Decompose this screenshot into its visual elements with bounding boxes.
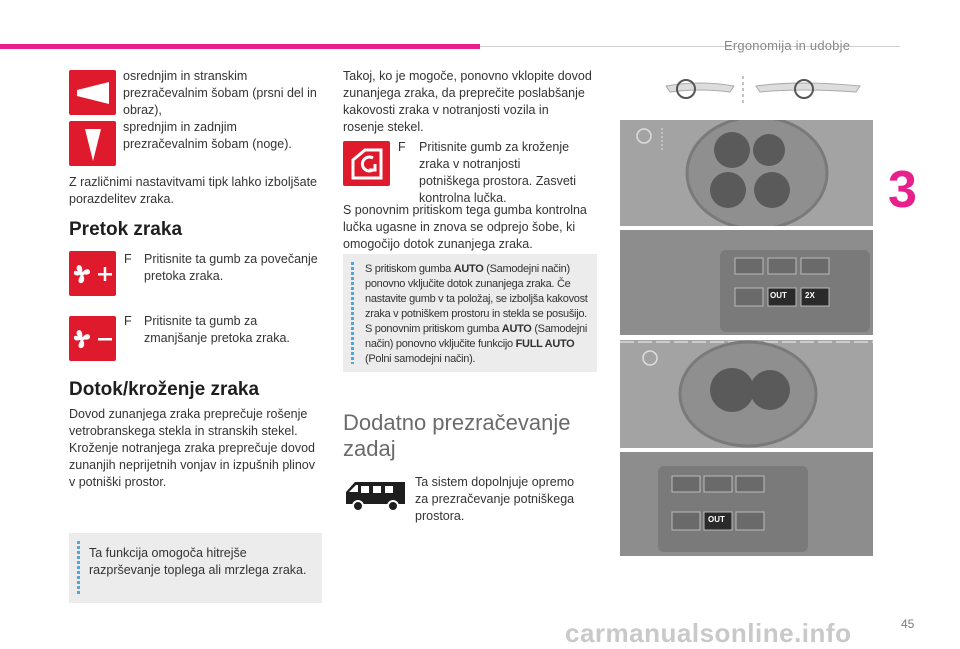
info-note-text: Ta funkcija omogoča hitrejše razprševanje toplega ali mrzlega zraka. <box>89 546 307 577</box>
fan-plus-icon <box>69 251 116 296</box>
vent-feet-icon <box>69 121 116 166</box>
header-accent-bar <box>0 44 480 49</box>
flow-heading: Pretok zraka <box>69 219 183 240</box>
auto-note <box>343 254 597 372</box>
bullet-flow-up: F <box>124 252 132 266</box>
auto-note-text: S pritiskom gumba AUTO (Samodejni način) ponovno vključite dotok zunanjega zraka. Če nastavite gumb v ta položaj, se izboljša kakovost zraka v potniškem prostoru in stekla se posušijo. S ponovnim pritiskom gumba AUTO (Samodejni način) ponovno vključite funkcijo FULL AUTO (Polni samodejni način). <box>365 263 588 365</box>
info-icon <box>77 541 80 595</box>
steering-diagram <box>660 76 870 102</box>
recirc-item-text: Pritisnite gumb za kroženje zraka v notranjosti potniškega prostora. Zasveti kontrolna lučka. <box>419 140 577 205</box>
van-icon <box>343 478 409 514</box>
photo-rear-vents-four <box>620 120 873 226</box>
photo-control-panel-2 <box>620 452 873 556</box>
flow-up-text: Pritisnite ta gumb za povečanje pretoka zraka. <box>144 252 318 283</box>
out-button-label: OUT <box>708 515 725 524</box>
recirc-text: Dovod zunanjega zraka preprečuje rošenje vetrobranskega stekla in stranskih stekel. Kroženje notranjega zraka preprečuje dovod zunanjih neprijetnih vonjav in izpušnih plinov v potniški prostor. <box>69 407 315 489</box>
rear-vent-heading: Dodatno prezračevanje zadaj <box>343 410 571 461</box>
info-note <box>69 533 322 603</box>
info-icon <box>351 262 354 364</box>
bullet-flow-down: F <box>124 314 132 328</box>
vent-front-icon <box>69 70 116 115</box>
photo-rear-vents-two <box>620 340 873 448</box>
2x-button-label: 2X <box>805 291 815 300</box>
photo-control-panel-1 <box>620 230 873 335</box>
chapter-number: 3 <box>888 161 917 219</box>
bullet-recirc: F <box>398 140 406 154</box>
item-front-text: osrednjim in stranskim prezračevalnim šobam (prsni del in obraz), <box>123 69 317 117</box>
recirculation-icon <box>343 141 390 186</box>
recirc-heading: Dotok/kroženje zraka <box>69 379 260 400</box>
page-number: 45 <box>901 617 915 631</box>
rear-vent-text: Ta sistem dopolnjuje opremo za prezračevanje potniškega prostora. <box>415 475 575 523</box>
repress-text: S ponovnim pritiskom tega gumba kontrolna lučka ugasne in znova se odprejo šobe, ki omogočijo dotok zunanjega zraka. <box>343 203 587 251</box>
out-button-label: OUT <box>770 291 787 300</box>
item-feet-text: sprednjim in zadnjim prezračevalnim šobam (noge). <box>123 120 292 151</box>
section-title: Ergonomija in udobje <box>724 38 851 53</box>
fan-minus-icon <box>69 316 116 361</box>
combine-text: Z različnimi nastavitvami tipk lahko izboljšate porazdelitev zraka. <box>69 175 318 206</box>
watermark: carmanualsonline.info <box>565 618 852 648</box>
reactivate-text: Takoj, ko je mogoče, ponovno vklopite dovod zunanjega zraka, da preprečite poslabšanje kakovosti zraka v notranjosti vozila in rosenje stekel. <box>343 69 592 134</box>
flow-down-text: Pritisnite ta gumb za zmanjšanje pretoka zraka. <box>144 314 290 345</box>
